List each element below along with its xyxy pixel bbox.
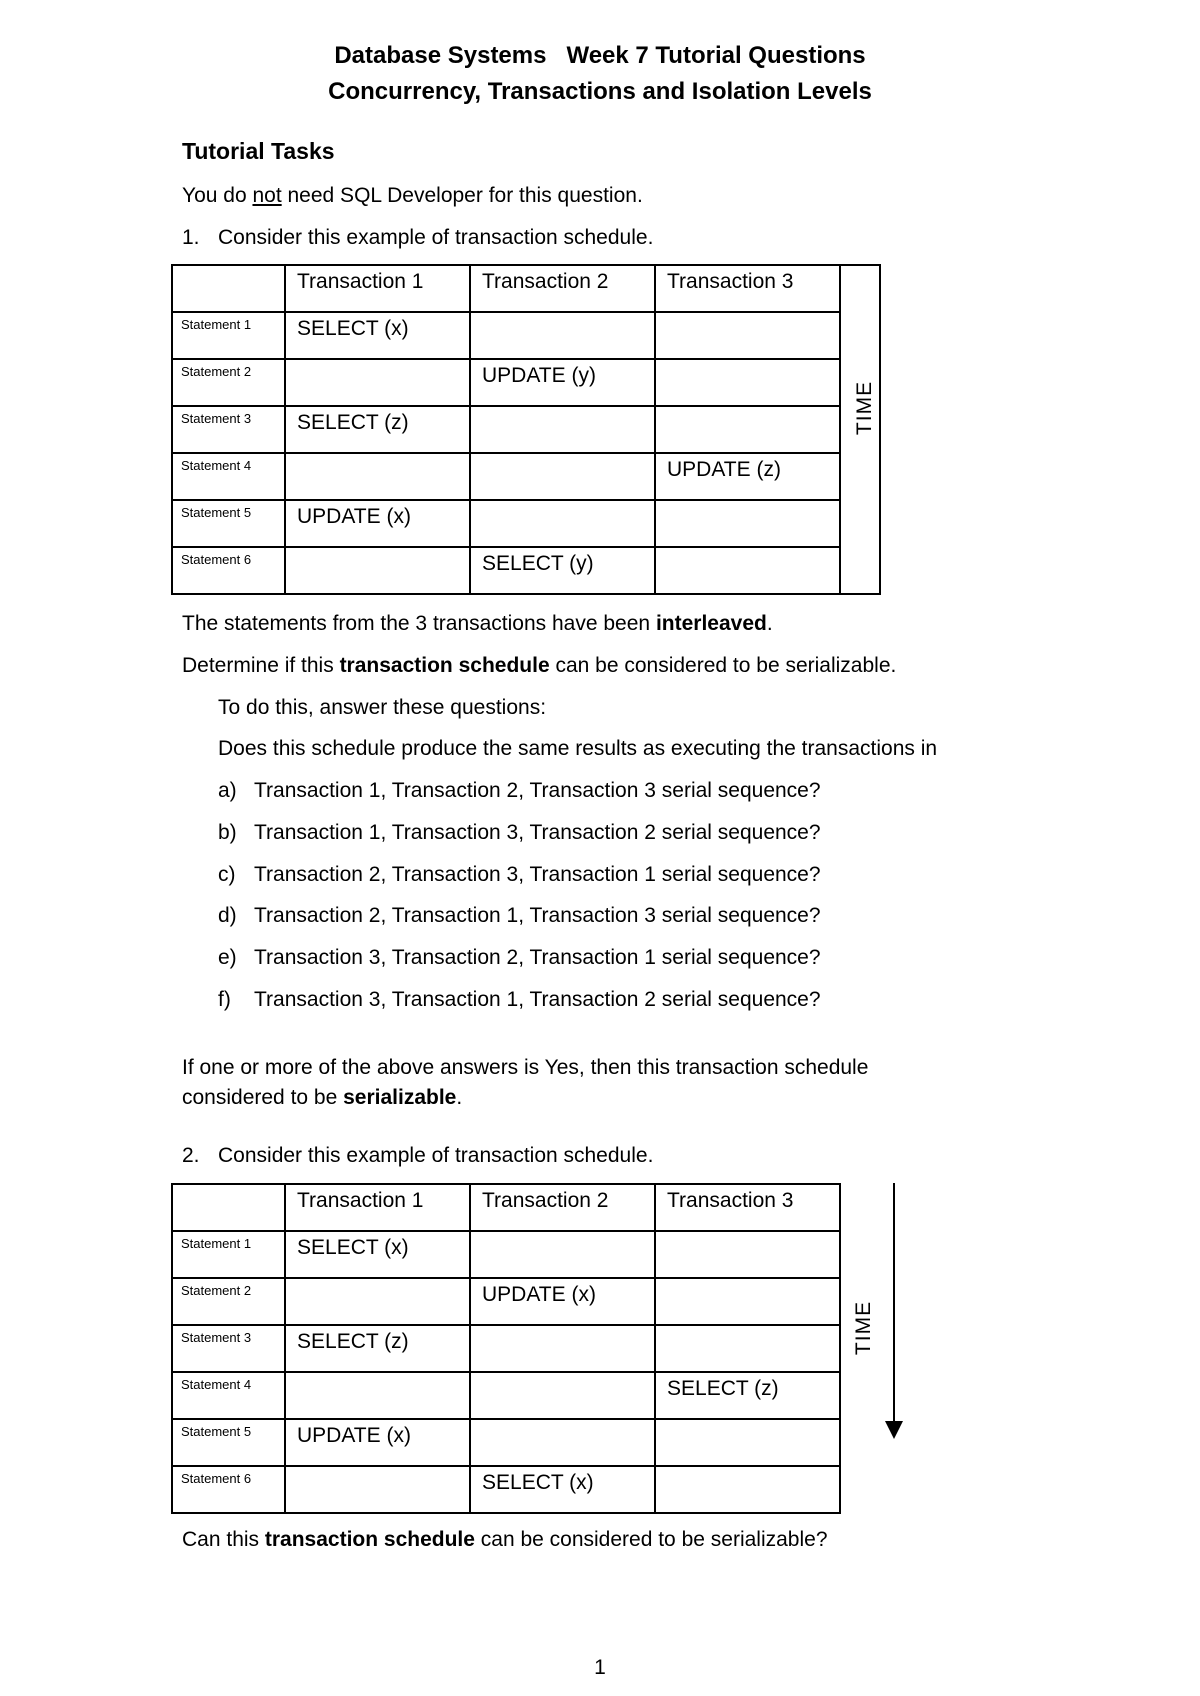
intro-note-underlined: not [252, 184, 282, 207]
table-row [172, 312, 880, 359]
table-cell [655, 312, 840, 359]
list-item [218, 988, 821, 1012]
row-label: Statement 6 [172, 547, 285, 594]
table-row [172, 500, 880, 547]
q1-schedule-table [171, 264, 881, 595]
table-row [172, 453, 880, 500]
intro-note-start: You do [182, 184, 253, 207]
table-cell [285, 1278, 470, 1325]
table-cell: SELECT (x) [470, 1466, 655, 1513]
q1-intro-text: Consider this example of transaction schedule. [218, 226, 654, 249]
q1-paragraph-interleaved [182, 612, 773, 636]
table-row [172, 1372, 840, 1419]
table-cell: UPDATE (x) [470, 1278, 655, 1325]
table-row [172, 359, 880, 406]
table-cell [470, 1419, 655, 1466]
table-row [172, 1419, 840, 1466]
list-item [218, 779, 821, 803]
row-label: Statement 3 [172, 1325, 285, 1372]
table-cell: SELECT (z) [655, 1372, 840, 1419]
text-span: considered to be [182, 1086, 344, 1109]
table-cell [285, 1466, 470, 1513]
table-cell [470, 312, 655, 359]
table-cell [655, 1231, 840, 1278]
row-label: Statement 1 [172, 312, 285, 359]
q1-intro [182, 226, 653, 250]
table-cell [655, 1325, 840, 1372]
bold-term: serializable [343, 1086, 457, 1109]
q2-schedule-table [171, 1183, 841, 1514]
table-cell [655, 500, 840, 547]
document-title-line-1: Database Systems Week 7 Tutorial Questions [334, 42, 866, 69]
table-cell [285, 547, 470, 594]
table-cell [470, 1325, 655, 1372]
row-label: Statement 5 [172, 500, 285, 547]
q2-intro-text: Consider this example of transaction schedule. [218, 1144, 654, 1167]
intro-note [182, 184, 643, 208]
bold-term: interleaved [655, 612, 767, 635]
row-label: Statement 5 [172, 1419, 285, 1466]
document-title-line-2: Concurrency, Transactions and Isolation Levels [328, 78, 872, 105]
list-item [218, 821, 821, 845]
row-label: Statement 4 [172, 453, 285, 500]
time-arrow-line [893, 1183, 895, 1423]
list-item [218, 863, 821, 887]
column-header: Transaction 1 [285, 1184, 470, 1231]
table-cell [470, 1372, 655, 1419]
list-text: Transaction 3, Transaction 1, Transaction 2 serial sequence? [254, 988, 821, 1011]
column-header: Transaction 2 [470, 265, 655, 312]
bold-term: transaction schedule [264, 1528, 475, 1551]
q1-question-stem: Does this schedule produce the same results as executing the transactions in [218, 737, 938, 760]
list-letter: c) [218, 863, 236, 886]
table-cell [655, 547, 840, 594]
table-cell [470, 453, 655, 500]
row-label: Statement 4 [172, 1372, 285, 1419]
text-span: . [766, 612, 773, 635]
section-heading: Tutorial Tasks [182, 138, 335, 164]
list-letter: d) [218, 904, 237, 927]
table-cell [655, 1466, 840, 1513]
table-row [172, 1231, 840, 1278]
table-row [172, 1325, 840, 1372]
list-item [218, 904, 821, 928]
table-cell: SELECT (y) [470, 547, 655, 594]
table-cell [285, 359, 470, 406]
table-row [172, 547, 880, 594]
text-span: . [456, 1086, 463, 1109]
text-span: Determine if this [182, 654, 340, 677]
q1-conclusion-line-2 [182, 1086, 462, 1110]
list-text: Transaction 2, Transaction 1, Transaction 3 serial sequence? [254, 904, 821, 927]
column-header: Transaction 3 [655, 1184, 840, 1231]
list-text: Transaction 2, Transaction 3, Transaction 1 serial sequence? [254, 863, 821, 886]
list-item [218, 946, 821, 970]
intro-note-end: need SQL Developer for this question. [281, 184, 643, 207]
row-label: Statement 1 [172, 1231, 285, 1278]
table-cell [285, 453, 470, 500]
q1-instruction: To do this, answer these questions: [218, 696, 547, 719]
list-letter: b) [218, 821, 237, 844]
table-cell [655, 406, 840, 453]
text-span: Can this [182, 1528, 265, 1551]
list-text: Transaction 1, Transaction 3, Transaction 2 serial sequence? [254, 821, 821, 844]
text-span: can be considered to be serializable. [549, 654, 897, 677]
table-cell [470, 1231, 655, 1278]
list-text: Transaction 1, Transaction 2, Transaction 3 serial sequence? [254, 779, 821, 802]
table-cell: UPDATE (x) [285, 1419, 470, 1466]
table-cell: SELECT (x) [285, 1231, 470, 1278]
q2-time-label: TIME [852, 1300, 876, 1356]
table-cell: SELECT (z) [285, 406, 470, 453]
table-cell [655, 1278, 840, 1325]
q2-number: 2. [182, 1144, 200, 1167]
q1-time-label: TIME [853, 380, 877, 436]
list-text: Transaction 3, Transaction 2, Transaction 1 serial sequence? [254, 946, 821, 969]
header-blank-cell [172, 265, 285, 312]
table-header-row [172, 1184, 840, 1231]
table-cell [655, 1419, 840, 1466]
table-cell [470, 406, 655, 453]
header-blank-cell [172, 1184, 285, 1231]
column-header: Transaction 3 [655, 265, 840, 312]
table-cell [470, 500, 655, 547]
text-span: can be considered to be serializable? [474, 1528, 828, 1551]
table-cell: UPDATE (z) [655, 453, 840, 500]
list-letter: a) [218, 779, 237, 802]
table-cell: SELECT (x) [285, 312, 470, 359]
q1-number: 1. [182, 226, 200, 249]
table-row [172, 1466, 840, 1513]
q1-conclusion-line-1: If one or more of the above answers is Yes, then this transaction schedule [182, 1056, 869, 1079]
page-number: 1 [594, 1656, 606, 1679]
q1-paragraph-determine [182, 654, 896, 678]
text-span: The statements from the 3 transactions have been [182, 612, 656, 635]
table-row [172, 406, 880, 453]
table-row [172, 1278, 840, 1325]
time-arrow-down-icon [885, 1421, 903, 1439]
table-header-row [172, 265, 880, 312]
column-header: Transaction 2 [470, 1184, 655, 1231]
table-cell: SELECT (z) [285, 1325, 470, 1372]
list-letter: f) [218, 988, 231, 1011]
q2-intro [182, 1144, 653, 1168]
table-cell [285, 1372, 470, 1419]
table-cell: UPDATE (y) [470, 359, 655, 406]
row-label: Statement 2 [172, 359, 285, 406]
table-cell: UPDATE (x) [285, 500, 470, 547]
row-label: Statement 3 [172, 406, 285, 453]
q2-question [182, 1528, 828, 1552]
column-header: Transaction 1 [285, 265, 470, 312]
q1-time-column [840, 265, 880, 594]
row-label: Statement 6 [172, 1466, 285, 1513]
bold-term: transaction schedule [339, 654, 550, 677]
row-label: Statement 2 [172, 1278, 285, 1325]
list-letter: e) [218, 946, 237, 969]
table-cell [655, 359, 840, 406]
